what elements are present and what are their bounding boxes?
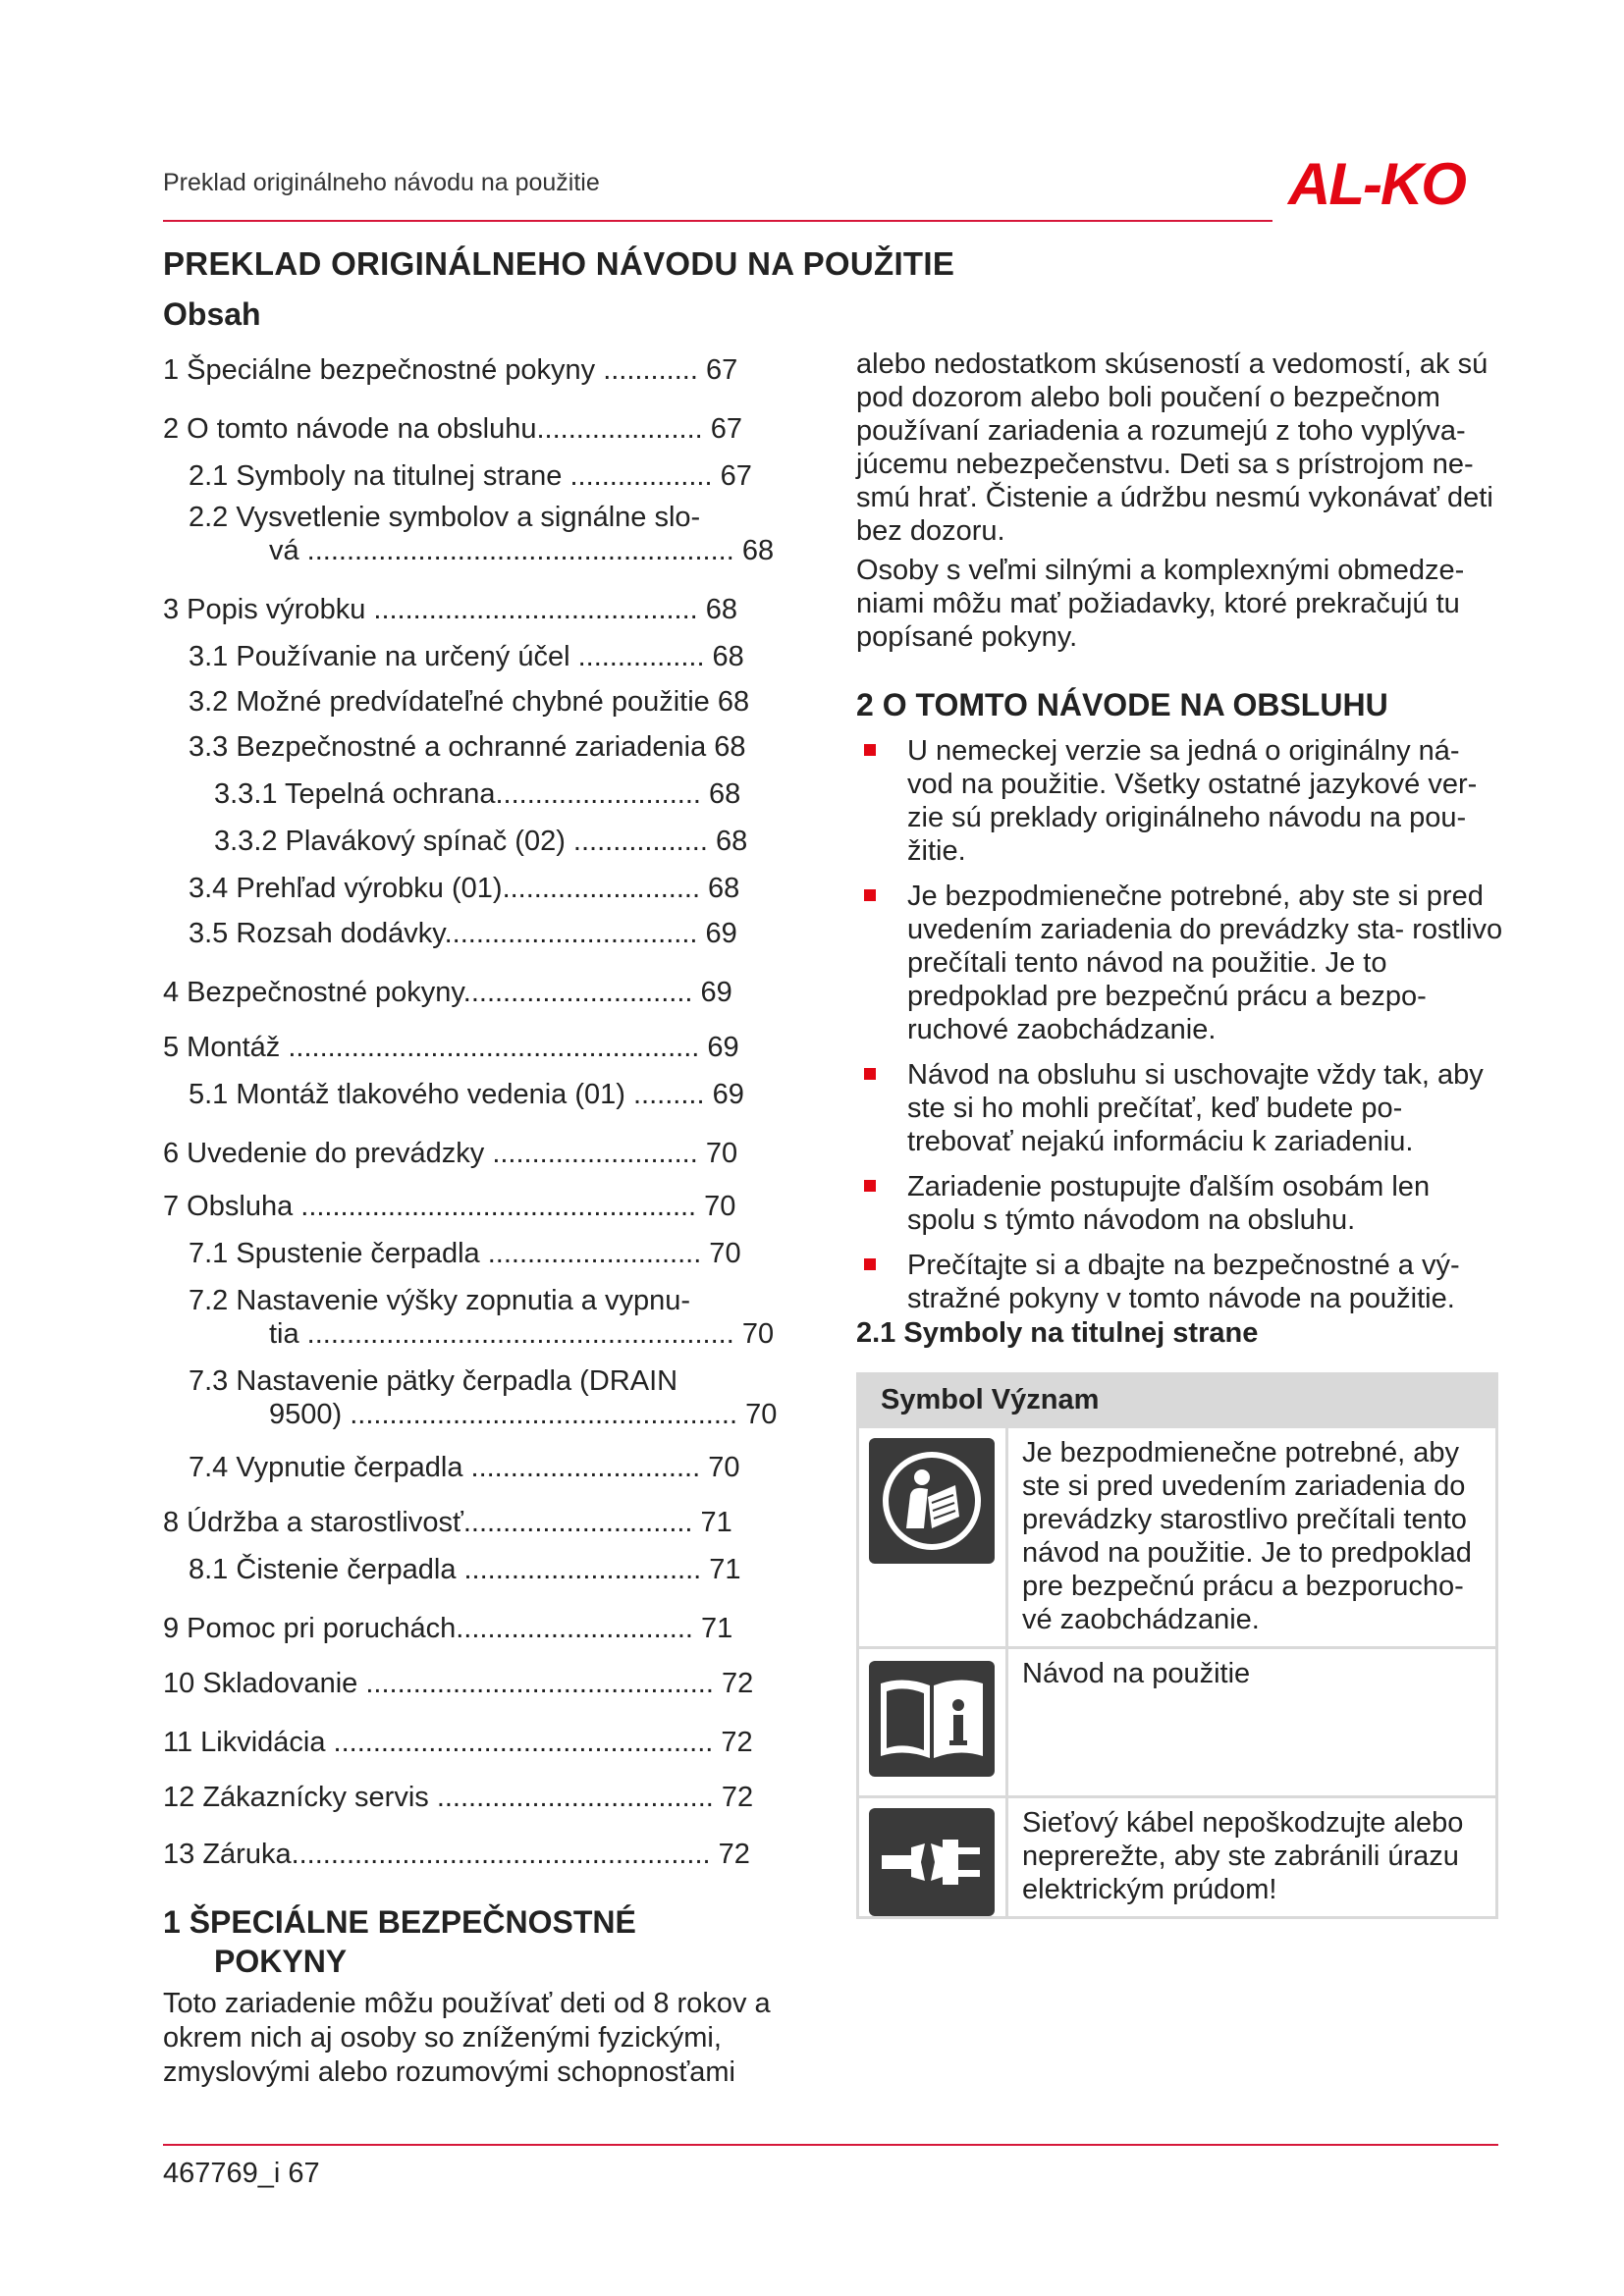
list-item (856, 1249, 1504, 1315)
bullet-square-icon (864, 1258, 876, 1270)
toc-entry[interactable]: 3.3.1 Tepelná ochrana.......................... 68 (214, 778, 741, 810)
symbol-cell (858, 1427, 1007, 1648)
toc-entry-continuation[interactable]: 9500) ................................................. 70 (269, 1399, 778, 1430)
toc-entry[interactable]: 5.1 Montáž tlakového vedenia (01) ......... 69 (189, 1079, 744, 1110)
symbol-cell (858, 1797, 1007, 1918)
toc-entry[interactable]: 3.4 Prehľad výrobku (01)......................... 68 (189, 873, 740, 904)
symbol-table-header-row (858, 1374, 1497, 1427)
manual-info-icon (869, 1661, 995, 1777)
bullet-square-icon (864, 1068, 876, 1080)
alko-logo: AL-KO (1288, 151, 1465, 217)
toc-entry[interactable]: 6 Uvedenie do prevádzky .......................... 70 (163, 1138, 738, 1169)
table-row (858, 1427, 1497, 1648)
toc-title: Obsah (163, 296, 261, 332)
section-1-paragraph: Toto zariadenie môžu používať deti od 8 rokov a okrem nich aj osoby so zníženými fyzickými, zmyslovými alebo rozumovými schopnosťami (163, 1988, 771, 2088)
list-item-text: Zariadenie postupujte ďalším osobám len spolu s týmto návodom na obsluhu. (907, 1171, 1431, 1236)
toc-entry[interactable]: 1 Špeciálne bezpečnostné pokyny ............ 67 (163, 354, 738, 386)
bullet-square-icon (864, 889, 876, 901)
running-header: Preklad originálneho návodu na použitie (163, 169, 600, 196)
page-number: 467769_i 67 (163, 2158, 320, 2189)
document-title: PREKLAD ORIGINÁLNEHO NÁVODU NA POUŽITIE (163, 245, 955, 282)
toc-entry[interactable]: 7.3 Nastavenie pätky čerpadla (DRAIN (189, 1365, 678, 1397)
toc-entry[interactable]: 5 Montáž .................................................... 69 (163, 1032, 739, 1063)
toc-entry[interactable]: 2.1 Symboly na titulnej strane .................. 67 (189, 460, 752, 492)
meaning-cell: Návod na použitie (1007, 1648, 1497, 1797)
list-item-text: Prečítajte si a dbajte na bezpečnostné a vý- stražné pokyny v tomto návode na použitie. (907, 1250, 1460, 1314)
toc-entry-continuation[interactable]: vá ...................................................... 68 (269, 535, 775, 566)
toc-entry[interactable]: 2.2 Vysvetlenie symbolov a signálne slo- (189, 502, 701, 533)
toc-entry[interactable]: 3.1 Používanie na určený účel ................ 68 (189, 641, 744, 672)
table-row (858, 1648, 1497, 1797)
symbol-table (856, 1372, 1498, 1919)
list-item-text: U nemeckej verzie sa jedná o originálny ná- vod na použitie. Všetky ostatné jazykové ver- zie sú preklady originálneho návodu na pou- žitie. (907, 735, 1478, 867)
bullet-square-icon (864, 1180, 876, 1192)
symbol-table-header: Symbol Význam (858, 1374, 1497, 1427)
toc-entry[interactable]: 8.1 Čistenie čerpadla .............................. 71 (189, 1554, 741, 1585)
table-row (858, 1797, 1497, 1918)
toc-entry[interactable]: 7.4 Vypnutie čerpadla ............................. 70 (189, 1452, 740, 1483)
list-item (856, 1170, 1504, 1237)
damaged-cable-icon (869, 1808, 995, 1916)
toc-entry[interactable]: 11 Likvidácia ................................................ 72 (163, 1727, 753, 1758)
list-item (856, 734, 1504, 868)
section-1-heading-line1: 1 ŠPECIÁLNE BEZPEČNOSTNÉ (163, 1904, 636, 1940)
section-1-heading-line2: POKYNY (214, 1944, 348, 1979)
bullet-square-icon (864, 744, 876, 756)
toc-entry[interactable]: 3.3 Bezpečnostné a ochranné zariadenia 68 (189, 731, 746, 763)
toc-entry[interactable]: 10 Skladovanie ............................................ 72 (163, 1668, 754, 1699)
list-item-text: Je bezpodmienečne potrebné, aby ste si pred uvedením zariadenia do prevádzky sta- rostlivo prečítali tento návod na použitie. Je to predpoklad pre bezpečnú prácu a bezpo- ruchové zaobchádzanie. (907, 881, 1503, 1045)
section-1-paragraph-2: Osoby s veľmi silnými a komplexnými obmedze- niami môžu mať požiadavky, ktoré prekračujú tu popísané pokyny. (856, 555, 1465, 653)
toc-entry[interactable]: 2 O tomto návode na obsluhu..................... 67 (163, 413, 742, 445)
toc-entry[interactable]: 3.3.2 Plavákový spínač (02) ................. 68 (214, 826, 748, 857)
meaning-cell: Je bezpodmienečne potrebné, aby ste si pred uvedením zariadenia do prevádzky starostlivo prečítali tento návod na použitie. Je to predpoklad pre bezpečnú prácu a bezporucho- vé zaobchádzanie. (1007, 1427, 1497, 1648)
list-item-text: Návod na obsluhu si uschovajte vždy tak, aby ste si ho mohli prečítať, keď budete po- trebovať nejakú informáciu k zariadeniu. (907, 1059, 1484, 1157)
section-2-bullet-list (856, 734, 1504, 1327)
subsection-2-1-heading: 2.1 Symboly na titulnej strane (856, 1317, 1259, 1349)
header-divider (163, 220, 1272, 222)
list-item (856, 880, 1504, 1046)
toc-entry[interactable]: 8 Údržba a starostlivosť............................. 71 (163, 1507, 732, 1538)
toc-entry[interactable]: 7.2 Nastavenie výšky zopnutia a vypnu- (189, 1285, 690, 1316)
toc-entry[interactable]: 3.2 Možné predvídateľné chybné použitie 68 (189, 686, 750, 718)
meaning-cell: Sieťový kábel nepoškodzujte alebo neprerežte, aby ste zabránili úrazu elektrickým prúdom! (1007, 1797, 1497, 1918)
toc-entry[interactable]: 12 Zákaznícky servis ................................... 72 (163, 1782, 754, 1813)
toc-entry[interactable]: 3 Popis výrobku ......................................... 68 (163, 594, 738, 625)
read-manual-icon (869, 1438, 995, 1564)
toc-entry[interactable]: 13 Záruka..................................................... 72 (163, 1839, 750, 1870)
toc-entry-continuation[interactable]: tia ...................................................... 70 (269, 1318, 775, 1350)
section-1-paragraph-continued: alebo nedostatkom skúseností a vedomostí, ak sú pod dozorom alebo boli poučení o bezpečnom používaní zariadenia a rozumejú z toho vyplýva- júcemu nebezpečenstvu. Deti sa s prístrojom ne- smú hrať. Čistenie a údržbu nesmú vykonávať deti bez dozoru. (856, 348, 1493, 547)
section-1-heading (163, 1902, 636, 1981)
footer-divider (163, 2144, 1498, 2146)
toc-entry[interactable]: 9 Pomoc pri poruchách.............................. 71 (163, 1613, 733, 1644)
toc-entry[interactable]: 7.1 Spustenie čerpadla ........................... 70 (189, 1238, 741, 1269)
toc-entry[interactable]: 4 Bezpečnostné pokyny............................. 69 (163, 977, 732, 1008)
section-2-heading: 2 O TOMTO NÁVODE NA OBSLUHU (856, 687, 1388, 722)
toc-entry[interactable]: 7 Obsluha .................................................. 70 (163, 1191, 736, 1222)
symbol-cell (858, 1648, 1007, 1797)
toc-entry[interactable]: 3.5 Rozsah dodávky................................ 69 (189, 918, 737, 949)
list-item (856, 1058, 1504, 1158)
